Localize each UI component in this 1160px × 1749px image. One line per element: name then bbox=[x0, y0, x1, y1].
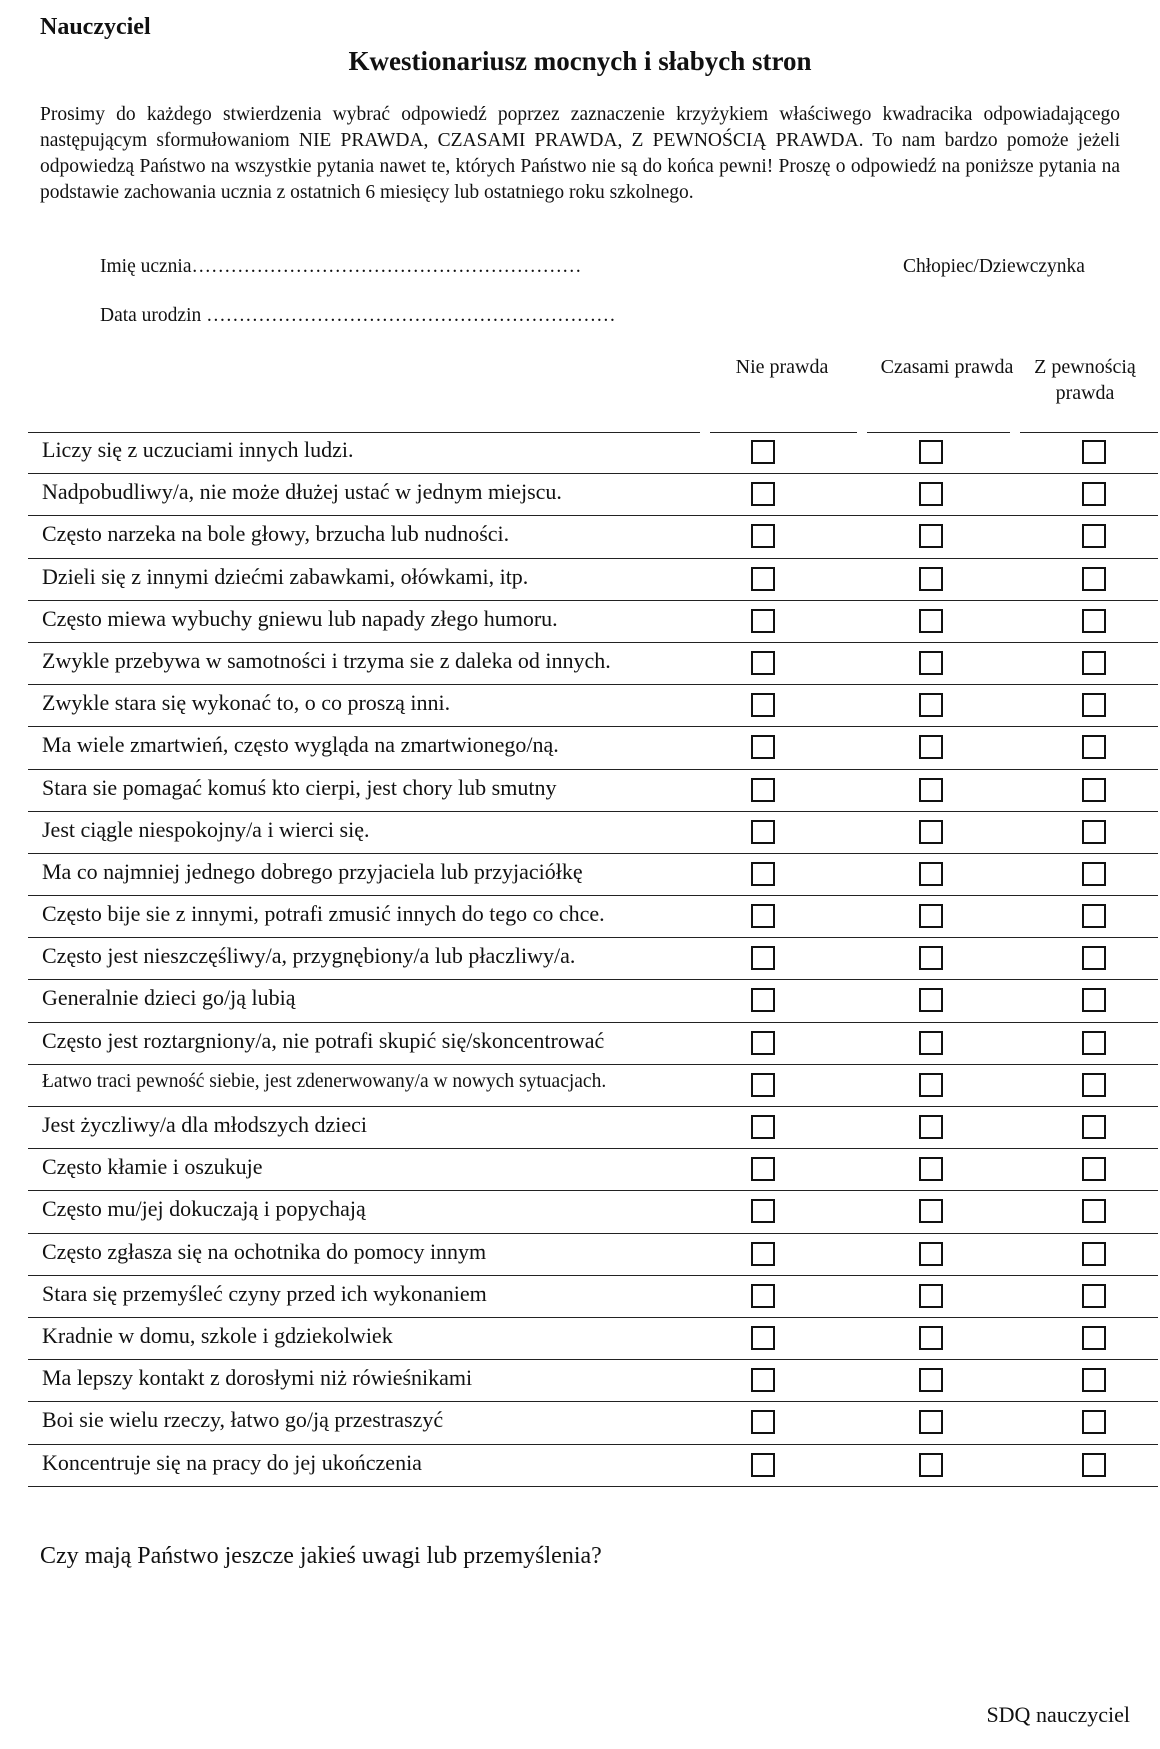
certainly-true-checkbox[interactable] bbox=[1082, 1410, 1106, 1434]
table-row bbox=[28, 1318, 1158, 1360]
table-row bbox=[28, 1234, 1158, 1276]
not-true-checkbox[interactable] bbox=[751, 904, 775, 928]
certainly-true-checkbox[interactable] bbox=[1082, 567, 1106, 591]
statement-text: Często bije sie z innymi, potrafi zmusić innych do tego co chce. bbox=[42, 901, 605, 927]
table-row bbox=[28, 1107, 1158, 1149]
somewhat-true-checkbox[interactable] bbox=[919, 1410, 943, 1434]
certainly-true-checkbox[interactable] bbox=[1082, 1326, 1106, 1350]
table-row bbox=[28, 432, 1158, 474]
table-row bbox=[28, 643, 1158, 685]
date-of-birth-field[interactable] bbox=[100, 305, 616, 327]
statement-text: Łatwo traci pewność siebie, jest zdenerwowany/a w nowych sytuacjach. bbox=[42, 1070, 607, 1092]
gender-label[interactable]: Chłopiec/Dziewczynka bbox=[903, 256, 1085, 277]
not-true-checkbox[interactable] bbox=[751, 609, 775, 633]
somewhat-true-checkbox[interactable] bbox=[919, 1073, 943, 1097]
statement-text: Często mu/jej dokuczają i popychają bbox=[42, 1196, 366, 1222]
somewhat-true-checkbox[interactable] bbox=[919, 862, 943, 886]
table-row bbox=[28, 516, 1158, 558]
certainly-true-checkbox[interactable] bbox=[1082, 1284, 1106, 1308]
not-true-checkbox[interactable] bbox=[751, 1199, 775, 1223]
date-of-birth-dots: ……………………………………………………… bbox=[206, 305, 616, 326]
certainly-true-checkbox[interactable] bbox=[1082, 1453, 1106, 1477]
table-row bbox=[28, 812, 1158, 854]
certainly-true-checkbox[interactable] bbox=[1082, 904, 1106, 928]
table-row bbox=[28, 1191, 1158, 1233]
not-true-checkbox[interactable] bbox=[751, 988, 775, 1012]
certainly-true-checkbox[interactable] bbox=[1082, 693, 1106, 717]
student-name-dots: …………………………………………………… bbox=[191, 256, 582, 277]
statement-text: Często jest roztargniony/a, nie potrafi skupić się/skoncentrować bbox=[42, 1027, 605, 1053]
statement-text: Koncentruje się na pracy do jej ukończenia bbox=[42, 1449, 422, 1475]
table-row bbox=[28, 770, 1158, 812]
statement-text: Stara sie pomagać komuś kto cierpi, jest chory lub smutny bbox=[42, 774, 557, 800]
not-true-checkbox[interactable] bbox=[751, 1242, 775, 1266]
footer-label: SDQ nauczyciel bbox=[986, 1702, 1130, 1727]
statement-text: Generalnie dzieci go/ją lubią bbox=[42, 985, 296, 1011]
somewhat-true-checkbox[interactable] bbox=[919, 778, 943, 802]
certainly-true-checkbox[interactable] bbox=[1082, 820, 1106, 844]
certainly-true-checkbox[interactable] bbox=[1082, 1031, 1106, 1055]
somewhat-true-checkbox[interactable] bbox=[919, 1326, 943, 1350]
somewhat-true-checkbox[interactable] bbox=[919, 651, 943, 675]
not-true-checkbox[interactable] bbox=[751, 1284, 775, 1308]
certainly-true-checkbox[interactable] bbox=[1082, 735, 1106, 759]
somewhat-true-checkbox[interactable] bbox=[919, 693, 943, 717]
not-true-checkbox[interactable] bbox=[751, 567, 775, 591]
date-of-birth-label: Data urodzin bbox=[100, 305, 202, 326]
not-true-checkbox[interactable] bbox=[751, 693, 775, 717]
somewhat-true-checkbox[interactable] bbox=[919, 1031, 943, 1055]
statement-text: Ma wiele zmartwień, często wygląda na zmartwionego/ną. bbox=[42, 732, 559, 758]
statement-text: Ma co najmniej jednego dobrego przyjaciela lub przyjaciółkę bbox=[42, 858, 583, 884]
certainly-true-checkbox[interactable] bbox=[1082, 1157, 1106, 1181]
table-row bbox=[28, 854, 1158, 896]
table-row bbox=[28, 685, 1158, 727]
table-row bbox=[28, 1360, 1158, 1402]
not-true-checkbox[interactable] bbox=[751, 862, 775, 886]
not-true-checkbox[interactable] bbox=[751, 946, 775, 970]
certainly-true-checkbox[interactable] bbox=[1082, 1115, 1106, 1139]
not-true-checkbox[interactable] bbox=[751, 524, 775, 548]
somewhat-true-checkbox[interactable] bbox=[919, 482, 943, 506]
table-row bbox=[28, 1065, 1158, 1107]
somewhat-true-checkbox[interactable] bbox=[919, 1199, 943, 1223]
not-true-checkbox[interactable] bbox=[751, 482, 775, 506]
column-header-somewhat-true bbox=[872, 354, 1022, 380]
somewhat-true-checkbox[interactable] bbox=[919, 988, 943, 1012]
student-name-field[interactable] bbox=[100, 256, 582, 278]
student-name-label: Imię ucznia bbox=[100, 256, 192, 277]
certainly-true-checkbox[interactable] bbox=[1082, 524, 1106, 548]
table-row bbox=[28, 474, 1158, 516]
table-row bbox=[28, 938, 1158, 980]
statement-text: Zwykle przebywa w samotności i trzyma sie z daleka od innych. bbox=[42, 647, 611, 673]
somewhat-true-checkbox[interactable] bbox=[919, 735, 943, 759]
not-true-checkbox[interactable] bbox=[751, 651, 775, 675]
not-true-checkbox[interactable] bbox=[751, 1031, 775, 1055]
statement-text: Jest życzliwy/a dla młodszych dzieci bbox=[42, 1112, 367, 1137]
somewhat-true-checkbox[interactable] bbox=[919, 609, 943, 633]
not-true-checkbox[interactable] bbox=[751, 820, 775, 844]
statement-text: Często jest nieszczęśliwy/a, przygnębiony/a lub płaczliwy/a. bbox=[42, 943, 576, 969]
column-header-certainly-true bbox=[1010, 354, 1160, 406]
not-true-checkbox[interactable] bbox=[751, 440, 775, 464]
table-row bbox=[28, 896, 1158, 938]
certainly-true-checkbox[interactable] bbox=[1082, 1368, 1106, 1392]
instructions: Prosimy do każdego stwierdzenia wybrać odpowiedź poprzez zaznaczenie krzyżykiem właściwego kwadracika odpowiadającego następującym sformułowaniom NIE PRAWDA, CZASAMI PRAWDA, Z PEWNOŚCIĄ PRAWDA. To nam bardzo pomoże jeżeli odpowiedzą Państwo na wszystkie pytania nawet te, których Państwo nie są do końca pewni! Proszę o odpowiedź na poniższe pytania na podstawie zachowania ucznia z ostatnich 6 miesięcy lub ostatniego roku szkolnego. bbox=[40, 104, 1120, 203]
certainly-true-checkbox[interactable] bbox=[1082, 482, 1106, 506]
statement-text: Dzieli się z innymi dziećmi zabawkami, ołówkami, itp. bbox=[42, 563, 529, 589]
certainly-true-checkbox[interactable] bbox=[1082, 440, 1106, 464]
somewhat-true-checkbox[interactable] bbox=[919, 567, 943, 591]
somewhat-true-checkbox[interactable] bbox=[919, 1242, 943, 1266]
closing-question: Czy mają Państwo jeszcze jakieś uwagi lub przemyślenia? bbox=[40, 1543, 602, 1569]
table-row bbox=[28, 601, 1158, 643]
column-header-not-true-text: Nie prawda bbox=[735, 356, 829, 378]
statement-text: Jest ciągle niespokojny/a i wierci się. bbox=[42, 816, 370, 842]
certainly-true-checkbox[interactable] bbox=[1082, 862, 1106, 886]
not-true-checkbox[interactable] bbox=[751, 1073, 775, 1097]
table-row bbox=[28, 1445, 1158, 1487]
table-row bbox=[28, 1149, 1158, 1191]
table-row bbox=[28, 980, 1158, 1022]
somewhat-true-checkbox[interactable] bbox=[919, 440, 943, 464]
certainly-true-checkbox[interactable] bbox=[1082, 1073, 1106, 1097]
table-row bbox=[28, 1402, 1158, 1444]
somewhat-true-checkbox[interactable] bbox=[919, 904, 943, 928]
certainly-true-checkbox[interactable] bbox=[1082, 1199, 1106, 1223]
certainly-true-checkbox[interactable] bbox=[1082, 651, 1106, 675]
column-header-somewhat-true-text: Czasami prawda bbox=[880, 356, 1014, 378]
certainly-true-checkbox[interactable] bbox=[1082, 778, 1106, 802]
not-true-checkbox[interactable] bbox=[751, 778, 775, 802]
questionnaire-table bbox=[28, 432, 1158, 1487]
somewhat-true-checkbox[interactable] bbox=[919, 1284, 943, 1308]
statement-text: Często miewa wybuchy gniewu lub napady złego humoru. bbox=[42, 605, 558, 631]
somewhat-true-checkbox[interactable] bbox=[919, 1368, 943, 1392]
not-true-checkbox[interactable] bbox=[751, 1410, 775, 1434]
statement-text: Liczy się z uczuciami innych ludzi. bbox=[42, 437, 354, 462]
not-true-checkbox[interactable] bbox=[751, 1453, 775, 1477]
table-row bbox=[28, 1023, 1158, 1065]
not-true-checkbox[interactable] bbox=[751, 1157, 775, 1181]
table-row bbox=[28, 1276, 1158, 1318]
table-row bbox=[28, 559, 1158, 601]
column-header-certainly-true-text: Z pewnością prawda bbox=[1034, 356, 1136, 404]
statement-text: Często kłamie i oszukuje bbox=[42, 1154, 263, 1180]
statement-text: Boi sie wielu rzeczy, łatwo go/ją przestraszyć bbox=[42, 1407, 444, 1433]
statement-text: Często narzeka na bole głowy, brzucha lub nudności. bbox=[42, 521, 510, 547]
somewhat-true-checkbox[interactable] bbox=[919, 946, 943, 970]
statement-text: Nadpobudliwy/a, nie może dłużej ustać w jednym miejscu. bbox=[42, 479, 562, 505]
certainly-true-checkbox[interactable] bbox=[1082, 609, 1106, 633]
somewhat-true-checkbox[interactable] bbox=[919, 820, 943, 844]
somewhat-true-checkbox[interactable] bbox=[919, 1115, 943, 1139]
statement-text: Często zgłasza się na ochotnika do pomocy innym bbox=[42, 1238, 487, 1264]
somewhat-true-checkbox[interactable] bbox=[919, 524, 943, 548]
statement-text: Kradnie w domu, szkole i gdziekolwiek bbox=[42, 1322, 393, 1348]
certainly-true-checkbox[interactable] bbox=[1082, 988, 1106, 1012]
respondent-role: Nauczyciel bbox=[40, 14, 151, 40]
page-title: Kwestionariusz mocnych i słabych stron bbox=[348, 46, 812, 76]
certainly-true-checkbox[interactable] bbox=[1082, 946, 1106, 970]
table-row bbox=[28, 727, 1158, 769]
certainly-true-checkbox[interactable] bbox=[1082, 1242, 1106, 1266]
statement-text: Zwykle stara się wykonać to, o co proszą inni. bbox=[42, 690, 451, 716]
not-true-checkbox[interactable] bbox=[751, 735, 775, 759]
statement-text: Stara się przemyśleć czyny przed ich wykonaniem bbox=[42, 1280, 487, 1306]
not-true-checkbox[interactable] bbox=[751, 1115, 775, 1139]
not-true-checkbox[interactable] bbox=[751, 1368, 775, 1392]
not-true-checkbox[interactable] bbox=[751, 1326, 775, 1350]
somewhat-true-checkbox[interactable] bbox=[919, 1157, 943, 1181]
somewhat-true-checkbox[interactable] bbox=[919, 1453, 943, 1477]
column-header-not-true bbox=[707, 354, 857, 380]
statement-text: Ma lepszy kontakt z dorosłymi niż rówieśnikami bbox=[42, 1365, 473, 1391]
